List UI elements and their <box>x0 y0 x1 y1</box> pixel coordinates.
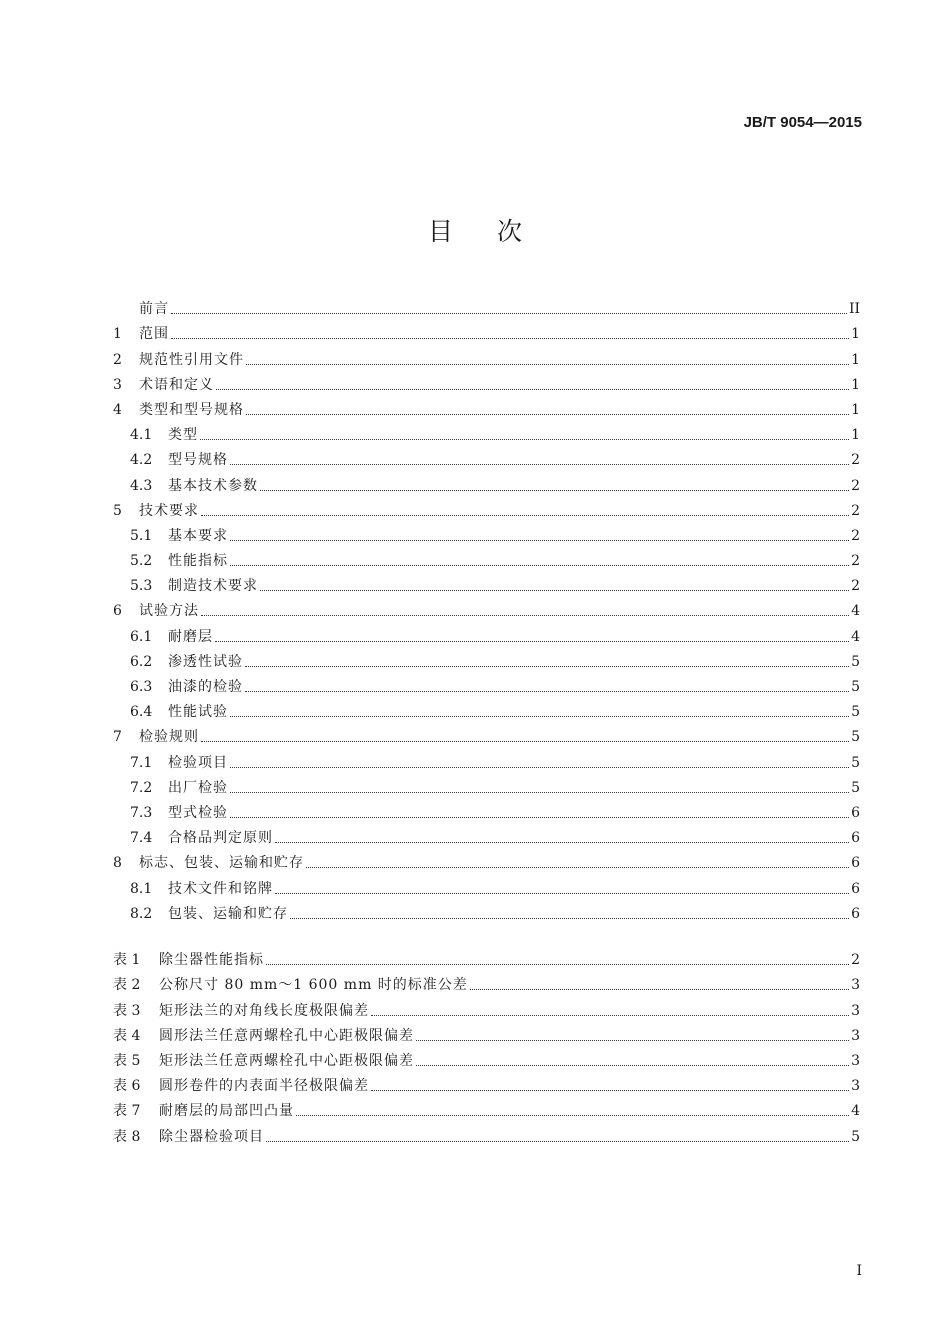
toc-entry-number: 5.3 <box>130 578 153 595</box>
toc-entry-title: 合格品判定原则 <box>168 830 273 847</box>
toc-entry[interactable] <box>113 343 860 368</box>
table-list-entry[interactable] <box>113 1095 860 1120</box>
dot-leader <box>201 514 849 516</box>
toc-entry[interactable] <box>113 772 860 797</box>
toc-entry-number: 8.1 <box>130 880 153 897</box>
dot-leader <box>216 388 849 390</box>
toc-entry-title: 型号规格 <box>168 452 228 469</box>
table-list-entry-title: 除尘器性能指标 <box>159 952 264 969</box>
toc-entry-title: 出厂检验 <box>168 779 228 796</box>
dot-leader <box>230 463 849 465</box>
dot-leader <box>260 489 849 491</box>
table-list-entry[interactable] <box>113 944 860 969</box>
dot-leader <box>230 816 849 818</box>
table-list-entry[interactable] <box>113 969 860 994</box>
toc-entry-number: 7.1 <box>130 754 153 771</box>
table-list-entry-number: 表 1 <box>113 952 141 969</box>
dot-leader <box>371 1089 849 1091</box>
dot-leader <box>275 892 849 894</box>
dot-leader <box>290 917 849 919</box>
table-list-entry-page: 3 <box>851 977 860 994</box>
table-list-entry[interactable] <box>113 1020 860 1045</box>
dot-leader <box>306 866 849 868</box>
table-list-entry-title: 公称尺寸 80 mm～1 600 mm 时的标准公差 <box>159 977 468 994</box>
toc-entry-title: 基本要求 <box>168 527 228 544</box>
toc-entry-title: 包装、运输和贮存 <box>168 905 288 922</box>
table-list-entry-page: 2 <box>851 952 860 969</box>
table-list-entry-title: 除尘器检验项目 <box>159 1128 264 1145</box>
toc-entry-page: 6 <box>851 804 860 821</box>
dot-leader <box>215 640 849 642</box>
dot-leader <box>171 337 849 339</box>
toc-entry-page: 5 <box>851 729 860 746</box>
toc-entry-title: 技术文件和铭牌 <box>168 880 273 897</box>
toc-entry-page: 6 <box>851 855 860 872</box>
table-list-entry-number: 表 4 <box>113 1027 141 1044</box>
toc-entry-page: 1 <box>851 401 860 418</box>
toc-entry-title: 性能指标 <box>168 553 228 570</box>
toc-entry[interactable] <box>113 822 860 847</box>
table-list-entry-page: 5 <box>851 1128 860 1145</box>
toc-entry-number: 7.4 <box>130 830 153 847</box>
toc-entry-page: 6 <box>851 880 860 897</box>
toc-entry-title: 范围 <box>139 326 169 343</box>
toc-entry[interactable] <box>113 721 860 746</box>
dot-leader <box>246 413 849 415</box>
toc-entry-page: 2 <box>851 527 860 544</box>
toc-entry-number: 4 <box>113 401 122 418</box>
dot-leader <box>245 665 849 667</box>
toc-entry-page: 2 <box>851 477 860 494</box>
table-list-entry-title: 圆形卷件的内表面半径极限偏差 <box>159 1078 369 1095</box>
toc-entry-number: 5.2 <box>130 553 153 570</box>
toc-entry-number: 1 <box>113 326 122 343</box>
toc-entry-number: 6.2 <box>130 653 153 670</box>
list-of-tables <box>113 944 860 1146</box>
dot-leader <box>246 363 849 365</box>
toc-entry-title: 渗透性试验 <box>168 653 243 670</box>
toc-entry[interactable] <box>113 419 860 444</box>
dot-leader <box>275 841 849 843</box>
toc-entry-page: 1 <box>851 376 860 393</box>
toc-entry-page: 2 <box>851 452 860 469</box>
toc-entry-page: 6 <box>851 905 860 922</box>
dot-leader <box>266 963 849 965</box>
toc-entry-number: 3 <box>113 376 122 393</box>
toc-entry-page: II <box>848 301 860 318</box>
toc-entry[interactable] <box>113 872 860 897</box>
dot-leader <box>230 791 849 793</box>
dot-leader <box>230 539 849 541</box>
toc-entry-number: 7 <box>113 729 122 746</box>
page-title: 目次 <box>427 217 566 246</box>
dot-leader <box>416 1064 849 1066</box>
dot-leader <box>371 1014 849 1016</box>
toc-entry-number: 4.1 <box>130 427 153 444</box>
toc-entry-title: 检验规则 <box>139 729 199 746</box>
toc-entry-number: 7.3 <box>130 804 153 821</box>
toc-entry-page: 2 <box>851 502 860 519</box>
toc-entry[interactable] <box>113 898 860 923</box>
toc-entry-number: 6.4 <box>130 704 153 721</box>
toc-entry-number: 8.2 <box>130 905 153 922</box>
toc-entry-title: 性能试验 <box>168 704 228 721</box>
toc-entry[interactable] <box>113 394 860 419</box>
dot-leader <box>171 312 847 314</box>
toc-entry[interactable] <box>113 495 860 520</box>
toc-entry-title: 类型 <box>168 427 198 444</box>
dot-leader <box>230 766 849 768</box>
toc-entry-title: 检验项目 <box>168 754 228 771</box>
toc-entry[interactable] <box>113 469 860 494</box>
toc-entry[interactable] <box>113 847 860 872</box>
toc-entry[interactable] <box>113 570 860 595</box>
table-list-entry[interactable] <box>113 1070 860 1095</box>
table-list-entry-title: 圆形法兰任意两螺栓孔中心距极限偏差 <box>159 1027 414 1044</box>
toc-entry-number: 4.3 <box>130 477 153 494</box>
dot-leader <box>201 740 849 742</box>
toc-entry-number: 7.2 <box>130 779 153 796</box>
dot-leader <box>416 1039 849 1041</box>
toc-entry-page: 2 <box>851 578 860 595</box>
toc-entry[interactable] <box>113 797 860 822</box>
dot-leader <box>230 715 849 717</box>
toc-entry-number: 4.2 <box>130 452 153 469</box>
toc-entry[interactable] <box>113 671 860 696</box>
table-list-entry-title: 矩形法兰的对角线长度极限偏差 <box>159 1002 369 1019</box>
toc-entry[interactable] <box>113 444 860 469</box>
toc-entry[interactable] <box>113 646 860 671</box>
table-list-entry-page: 3 <box>851 1027 860 1044</box>
table-list-entry-number: 表 2 <box>113 977 141 994</box>
toc-entry[interactable] <box>113 746 860 771</box>
toc-entry[interactable] <box>113 545 860 570</box>
dot-leader <box>201 614 849 616</box>
toc-entry-title: 型式检验 <box>168 804 228 821</box>
dot-leader <box>200 438 849 440</box>
toc-entry-number: 5 <box>113 502 122 519</box>
standard-code: JB/T 9054—2015 <box>743 114 862 131</box>
toc-entry[interactable] <box>113 620 860 645</box>
toc-entry-title: 基本技术参数 <box>168 477 258 494</box>
table-list-entry[interactable] <box>113 1120 860 1145</box>
page-number: I <box>856 1263 862 1279</box>
toc-entry-title: 油漆的检验 <box>168 679 243 695</box>
toc-entry-page: 1 <box>851 326 860 343</box>
toc-entry-number: 5.1 <box>130 527 153 544</box>
table-list-entry-number: 表 5 <box>113 1052 141 1069</box>
toc-entry-title: 前言 <box>139 301 169 318</box>
toc-entry[interactable] <box>113 696 860 721</box>
toc-entry-page: 5 <box>851 653 860 670</box>
toc-entry-title: 类型和型号规格 <box>139 401 244 418</box>
toc-entry[interactable] <box>113 520 860 545</box>
table-list-entry[interactable] <box>113 994 860 1019</box>
toc-entry[interactable] <box>113 293 860 318</box>
table-list-entry-number: 表 3 <box>113 1002 141 1019</box>
table-list-entry-title: 矩形法兰任意两螺栓孔中心距极限偏差 <box>159 1052 414 1069</box>
toc-entry-page: 4 <box>851 603 860 620</box>
toc-entry-number: 6 <box>113 603 122 620</box>
toc-entry-page: 5 <box>851 779 860 796</box>
toc-entry-page: 2 <box>851 553 860 570</box>
table-list-entry-page: 3 <box>851 1002 860 1019</box>
dot-leader <box>266 1140 849 1142</box>
toc-entry-page: 1 <box>851 427 860 444</box>
toc-entry-page: 5 <box>851 679 860 695</box>
toc-entry-title: 规范性引用文件 <box>139 351 244 368</box>
toc-entry-title: 耐磨层 <box>168 628 213 645</box>
toc-entry-number: 8 <box>113 855 122 872</box>
table-list-entry-page: 4 <box>851 1103 860 1120</box>
table-list-entry-number: 表 7 <box>113 1103 141 1120</box>
dot-leader <box>296 1114 849 1116</box>
dot-leader <box>245 690 849 692</box>
table-list-entry-page: 3 <box>851 1078 860 1095</box>
toc-entry-number: 6.3 <box>130 679 153 695</box>
toc-entry-page: 5 <box>851 704 860 721</box>
table-list-entry-number: 表 8 <box>113 1128 141 1145</box>
toc-entry-title: 标志、包装、运输和贮存 <box>139 855 304 872</box>
dot-leader <box>260 589 849 591</box>
table-list-entry-number: 表 6 <box>113 1078 141 1095</box>
toc-entry-page: 6 <box>851 830 860 847</box>
toc-entry-page: 5 <box>851 754 860 771</box>
toc-entry-number: 6.1 <box>130 628 153 645</box>
toc-entry-page: 1 <box>851 351 860 368</box>
table-of-contents <box>113 293 860 923</box>
dot-leader <box>470 988 849 990</box>
toc-entry[interactable] <box>113 595 860 620</box>
table-list-entry[interactable] <box>113 1045 860 1070</box>
toc-entry-number: 2 <box>113 351 122 368</box>
toc-entry[interactable] <box>113 318 860 343</box>
toc-entry-title: 试验方法 <box>139 603 199 620</box>
toc-entry[interactable] <box>113 369 860 394</box>
toc-entry-page: 4 <box>851 628 860 645</box>
toc-entry-title: 术语和定义 <box>139 376 214 393</box>
dot-leader <box>230 564 849 566</box>
toc-entry-title: 技术要求 <box>139 502 199 519</box>
toc-entry-title: 制造技术要求 <box>168 578 258 595</box>
table-list-entry-page: 3 <box>851 1052 860 1069</box>
table-list-entry-title: 耐磨层的局部凹凸量 <box>159 1103 294 1120</box>
